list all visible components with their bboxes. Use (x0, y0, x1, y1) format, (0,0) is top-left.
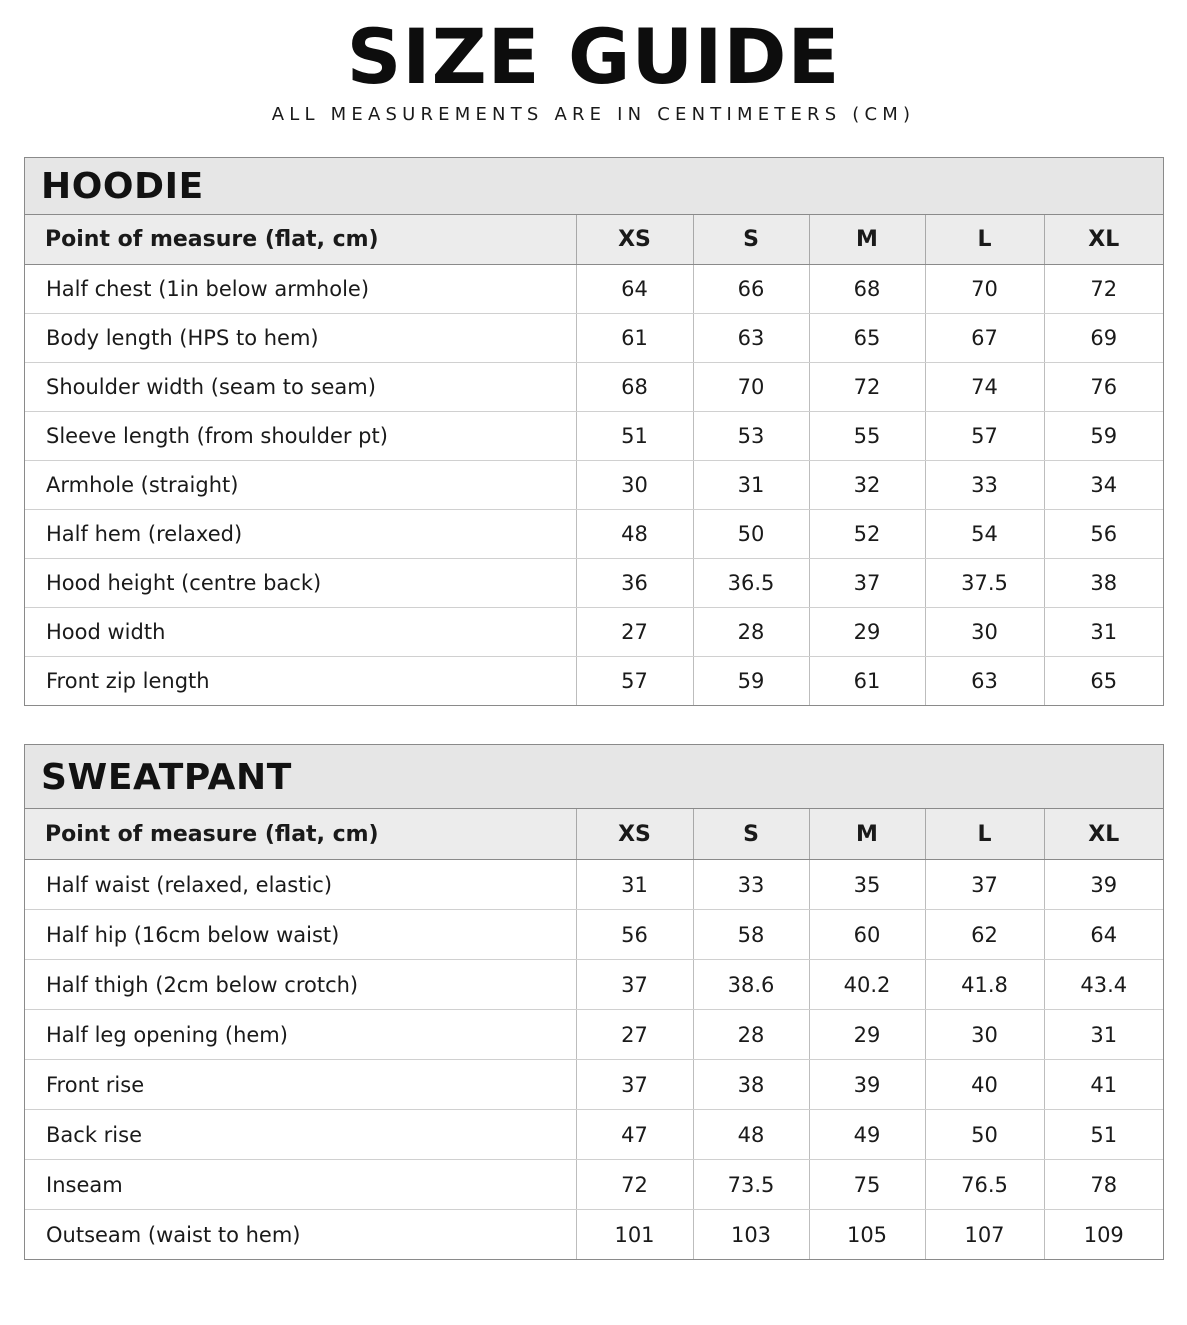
measure-value: 39 (1044, 860, 1163, 910)
measure-value: 33 (693, 860, 809, 910)
measure-value: 107 (925, 1210, 1044, 1260)
column-header-size: M (809, 809, 925, 860)
table-row (25, 559, 1163, 608)
measure-value: 41 (1044, 1060, 1163, 1110)
measure-value: 67 (925, 314, 1044, 363)
column-header-size: XS (576, 809, 693, 860)
measure-value: 29 (809, 608, 925, 657)
measure-value: 69 (1044, 314, 1163, 363)
measure-label: Body length (HPS to hem) (25, 314, 576, 363)
measure-label: Front rise (25, 1060, 576, 1110)
measure-label: Shoulder width (seam to seam) (25, 363, 576, 412)
measure-value: 31 (693, 461, 809, 510)
column-header-measure: Point of measure (flat, cm) (25, 809, 576, 860)
measure-label: Back rise (25, 1110, 576, 1160)
measure-value: 38 (693, 1060, 809, 1110)
measure-label: Inseam (25, 1160, 576, 1210)
measure-value: 30 (925, 608, 1044, 657)
column-header-size: S (693, 809, 809, 860)
table-row (25, 1160, 1163, 1210)
table-body (25, 265, 1163, 706)
measure-value: 72 (809, 363, 925, 412)
measure-value: 38 (1044, 559, 1163, 608)
measure-value: 37 (576, 960, 693, 1010)
measure-value: 28 (693, 1010, 809, 1060)
measure-value: 27 (576, 1010, 693, 1060)
measure-value: 33 (925, 461, 1044, 510)
table-header-row (25, 809, 1163, 860)
measure-value: 36 (576, 559, 693, 608)
measure-value: 28 (693, 608, 809, 657)
measure-value: 53 (693, 412, 809, 461)
page-title: SIZE GUIDE (346, 12, 841, 101)
table-row (25, 860, 1163, 910)
measure-value: 64 (576, 265, 693, 314)
measure-value: 78 (1044, 1160, 1163, 1210)
table-body (25, 860, 1163, 1260)
measure-value: 54 (925, 510, 1044, 559)
measure-value: 31 (1044, 608, 1163, 657)
measure-value: 101 (576, 1210, 693, 1260)
measure-value: 51 (1044, 1110, 1163, 1160)
table-row (25, 314, 1163, 363)
measure-value: 37 (925, 860, 1044, 910)
hoodie-section (24, 157, 1164, 706)
measure-value: 73.5 (693, 1160, 809, 1210)
measure-value: 105 (809, 1210, 925, 1260)
measure-value: 58 (693, 910, 809, 960)
table-header-row (25, 215, 1163, 265)
measure-value: 38.6 (693, 960, 809, 1010)
column-header-size: XL (1044, 215, 1163, 265)
measure-value: 30 (925, 1010, 1044, 1060)
column-header-size: L (925, 809, 1044, 860)
measure-value: 63 (925, 657, 1044, 706)
table-row (25, 412, 1163, 461)
measure-value: 61 (809, 657, 925, 706)
measure-value: 68 (576, 363, 693, 412)
measure-value: 62 (925, 910, 1044, 960)
measure-value: 40.2 (809, 960, 925, 1010)
column-header-size: M (809, 215, 925, 265)
measure-label: Half leg opening (hem) (25, 1010, 576, 1060)
measure-value: 59 (693, 657, 809, 706)
measure-value: 57 (925, 412, 1044, 461)
table-row (25, 265, 1163, 314)
measure-label: Hood height (centre back) (25, 559, 576, 608)
table-row (25, 461, 1163, 510)
table-row (25, 1060, 1163, 1110)
measure-label: Sleeve length (from shoulder pt) (25, 412, 576, 461)
measure-value: 40 (925, 1060, 1044, 1110)
table-row (25, 1210, 1163, 1260)
measure-value: 50 (693, 510, 809, 559)
table-header (25, 215, 1163, 265)
measure-value: 31 (576, 860, 693, 910)
table-row (25, 1110, 1163, 1160)
measure-value: 56 (576, 910, 693, 960)
table-row (25, 510, 1163, 559)
measure-value: 70 (925, 265, 1044, 314)
measure-label: Half waist (relaxed, elastic) (25, 860, 576, 910)
section-title: HOODIE (25, 158, 1163, 215)
measure-value: 63 (693, 314, 809, 363)
section-title: SWEATPANT (25, 745, 1163, 809)
measure-value: 68 (809, 265, 925, 314)
table-row (25, 608, 1163, 657)
measure-value: 103 (693, 1210, 809, 1260)
measure-value: 56 (1044, 510, 1163, 559)
column-header-size: XS (576, 215, 693, 265)
measure-value: 49 (809, 1110, 925, 1160)
measure-value: 70 (693, 363, 809, 412)
measure-label: Half hem (relaxed) (25, 510, 576, 559)
column-header-size: XL (1044, 809, 1163, 860)
measure-label: Half hip (16cm below waist) (25, 910, 576, 960)
measure-value: 48 (576, 510, 693, 559)
measure-value: 29 (809, 1010, 925, 1060)
measure-value: 32 (809, 461, 925, 510)
measure-value: 47 (576, 1110, 693, 1160)
measure-value: 48 (693, 1110, 809, 1160)
measure-value: 37.5 (925, 559, 1044, 608)
measure-value: 59 (1044, 412, 1163, 461)
measure-value: 31 (1044, 1010, 1163, 1060)
table-row (25, 657, 1163, 706)
measure-value: 76 (1044, 363, 1163, 412)
column-header-measure: Point of measure (flat, cm) (25, 215, 576, 265)
measure-value: 76.5 (925, 1160, 1044, 1210)
column-header-size: S (693, 215, 809, 265)
measure-value: 109 (1083, 1222, 1124, 1247)
column-header-size: L (925, 215, 1044, 265)
measure-value: 72 (576, 1160, 693, 1210)
table-row (25, 1010, 1163, 1060)
measure-value: 51 (576, 412, 693, 461)
table-row (25, 910, 1163, 960)
sweatpant-size-table (25, 809, 1163, 1259)
measure-value: 27 (576, 608, 693, 657)
measure-value: 61 (576, 314, 693, 363)
measure-value: 72 (1044, 265, 1163, 314)
measure-label: Hood width (25, 608, 576, 657)
page-subtitle: ALL MEASUREMENTS ARE IN CENTIMETERS (CM) (271, 104, 916, 125)
measure-value: 30 (576, 461, 693, 510)
measure-value: 36.5 (693, 559, 809, 608)
table-header (25, 809, 1163, 860)
measure-value: 66 (693, 265, 809, 314)
measure-label: Half thigh (2cm below crotch) (25, 960, 576, 1010)
measure-value: 64 (1044, 910, 1163, 960)
measure-label: Half chest (1in below armhole) (25, 265, 576, 314)
measure-value: 74 (925, 363, 1044, 412)
measure-value: 52 (809, 510, 925, 559)
table-row (25, 363, 1163, 412)
measure-label: Armhole (straight) (25, 461, 576, 510)
measure-value: 60 (809, 910, 925, 960)
measure-label: Outseam (waist to hem) (25, 1210, 576, 1260)
measure-value: 55 (809, 412, 925, 461)
measure-value: 65 (809, 314, 925, 363)
measure-value: 43.4 (1044, 960, 1163, 1010)
hoodie-size-table (25, 215, 1163, 705)
measure-value: 39 (809, 1060, 925, 1110)
table-row (25, 960, 1163, 1010)
measure-value: 37 (576, 1060, 693, 1110)
measure-value: 57 (576, 657, 693, 706)
measure-value: 75 (809, 1160, 925, 1210)
measure-value: 34 (1044, 461, 1163, 510)
measure-value: 50 (925, 1110, 1044, 1160)
measure-value: 65 (1090, 669, 1118, 693)
sweatpant-section (24, 744, 1164, 1260)
measure-value: 41.8 (925, 960, 1044, 1010)
measure-value: 35 (809, 860, 925, 910)
measure-label: Front zip length (25, 657, 576, 706)
measure-value: 37 (809, 559, 925, 608)
